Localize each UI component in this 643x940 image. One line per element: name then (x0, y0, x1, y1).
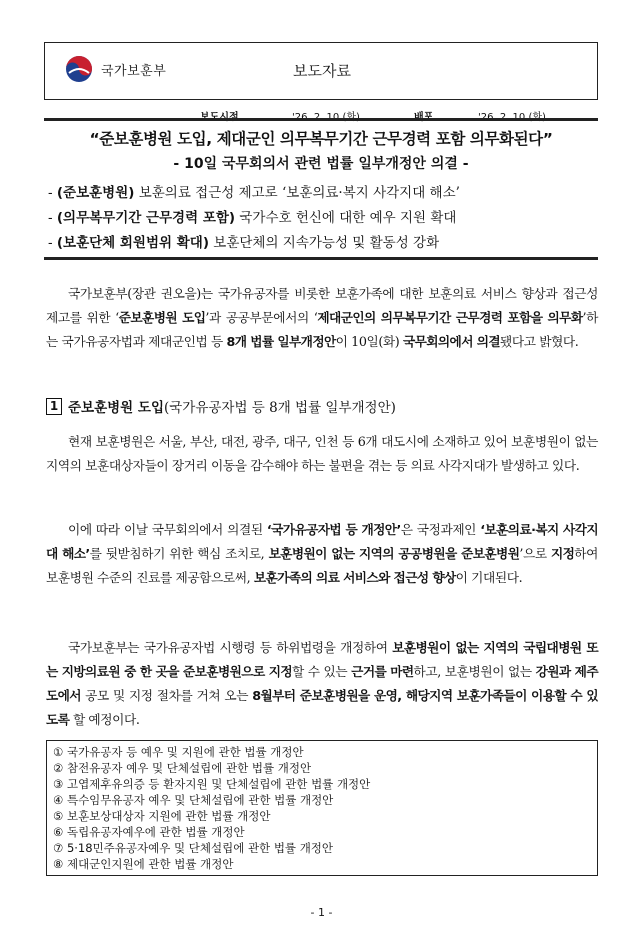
summary-bullets (48, 181, 460, 256)
distribute-value: '26. 2. 10.(화) (478, 112, 546, 123)
body-paragraph: 이에 따라 이날 국무회의에서 의결된 ‘국가유공자법 등 개정안’은 국정과제인 ‘보훈의료·복지 사각지대 해소’를 뒷받침하기 위한 핵심 조치로, 보훈병원이 없는 지역의 공공병원을 준보훈병원’으로 지정하여 보훈병원 수준의 진료를 제공함으로써, 보훈가족의 의료 서비스와 접근성 향상이 기대된다. (46, 522, 598, 585)
distribute-label: 배포 (414, 112, 434, 123)
amended-laws-box (46, 740, 598, 876)
taegeuk-logo-icon (65, 55, 93, 83)
section-heading (46, 396, 396, 416)
law-item: ④ 특수임무유공자 예우 및 단체설립에 관한 법률 개정안 (53, 793, 334, 807)
amended-laws-list (53, 744, 597, 872)
release-time-value: '26. 2. 10.(화) (292, 112, 360, 123)
subheadline: - 10일 국무회의서 관련 법률 일부개정안 의결 - (173, 156, 469, 172)
section-subtitle: (국가유공자법 등 8개 법률 일부개정안) (164, 400, 396, 416)
law-item: ⑧ 제대군인지원에 관한 법률 개정안 (53, 857, 234, 871)
section-title: 준보훈병원 도입 (68, 400, 164, 416)
doc-type-title: 보도자료 (293, 62, 351, 80)
headline: “준보훈병원 도입, 제대군인 의무복무기간 근무경력 포함 의무화된다” (89, 130, 553, 148)
law-item: ⑥ 독립유공자예우에 관한 법률 개정안 (53, 825, 245, 839)
page-number: - 1 - (310, 906, 333, 919)
law-item: ⑤ 보훈보상대상자 지원에 관한 법률 개정안 (53, 809, 271, 823)
org-name: 국가보훈부 (101, 63, 167, 79)
header-box (44, 42, 598, 100)
release-time-label: 보도시점 (200, 112, 239, 123)
law-item: ① 국가유공자 등 예우 및 지원에 관한 법률 개정안 (53, 745, 304, 759)
summary-bullet: - (의무복무기간 근무경력 포함) 국가수호 헌신에 대한 예우 지원 확대 (48, 210, 457, 226)
summary-bullet: - (보훈단체 회원범위 확대) 보훈단체의 지속가능성 및 활동성 강화 (48, 235, 440, 251)
body-paragraph: 현재 보훈병원은 서울, 부산, 대전, 광주, 대구, 인천 등 6개 대도시에 소재하고 있어 보훈병원이 없는 지역의 보훈대상자들이 장거리 이동을 감수해야 하는 불편을 겪는 등 의료 사각지대가 발생하고 있다. (46, 434, 598, 473)
body-paragraph: 국가보훈부는 국가유공자법 시행령 등 하위법령을 개정하여 보훈병원이 없는 지역의 국립대병원 또는 지방의료원 중 한 곳을 준보훈병원으로 지정할 수 있는 근거를 마련하고, 보훈병원이 없는 강원과 제주도에서 공모 및 지정 절차를 거쳐 오는 8월부터 준보훈병원을 운영, 해당지역 보훈가족들이 이용할 수 있도록 할 예정이다. (46, 640, 598, 727)
section-number: 1 (46, 398, 62, 415)
summary-bullet: - (준보훈병원) 보훈의료 접근성 제고로 ‘보훈의료·복지 사각지대 해소’ (48, 185, 460, 201)
law-item: ③ 고엽제후유의증 등 환자지원 및 단체설립에 관한 법률 개정안 (53, 777, 371, 791)
headline-box (44, 118, 598, 260)
law-item: ② 참전유공자 예우 및 단체설립에 관한 법률 개정안 (53, 761, 312, 775)
law-item: ⑦ 5·18민주유공자예우 및 단체설립에 관한 법률 개정안 (53, 841, 334, 855)
lead-paragraph: 국가보훈부(장관 권오을)는 국가유공자를 비롯한 보훈가족에 대한 보훈의료 서비스 향상과 접근성 제고를 위한 ‘준보훈병원 도입’과 공공부문에서의 ‘제대군인의 의무복무기간 근무경력 포함을 의무화’하는 국가유공자법과 제대군인법 등 8개 법률 일부개정안이 10일(화) 국무회의에서 의결됐다고 밝혔다. (46, 286, 598, 349)
ministry-logo (65, 55, 166, 83)
